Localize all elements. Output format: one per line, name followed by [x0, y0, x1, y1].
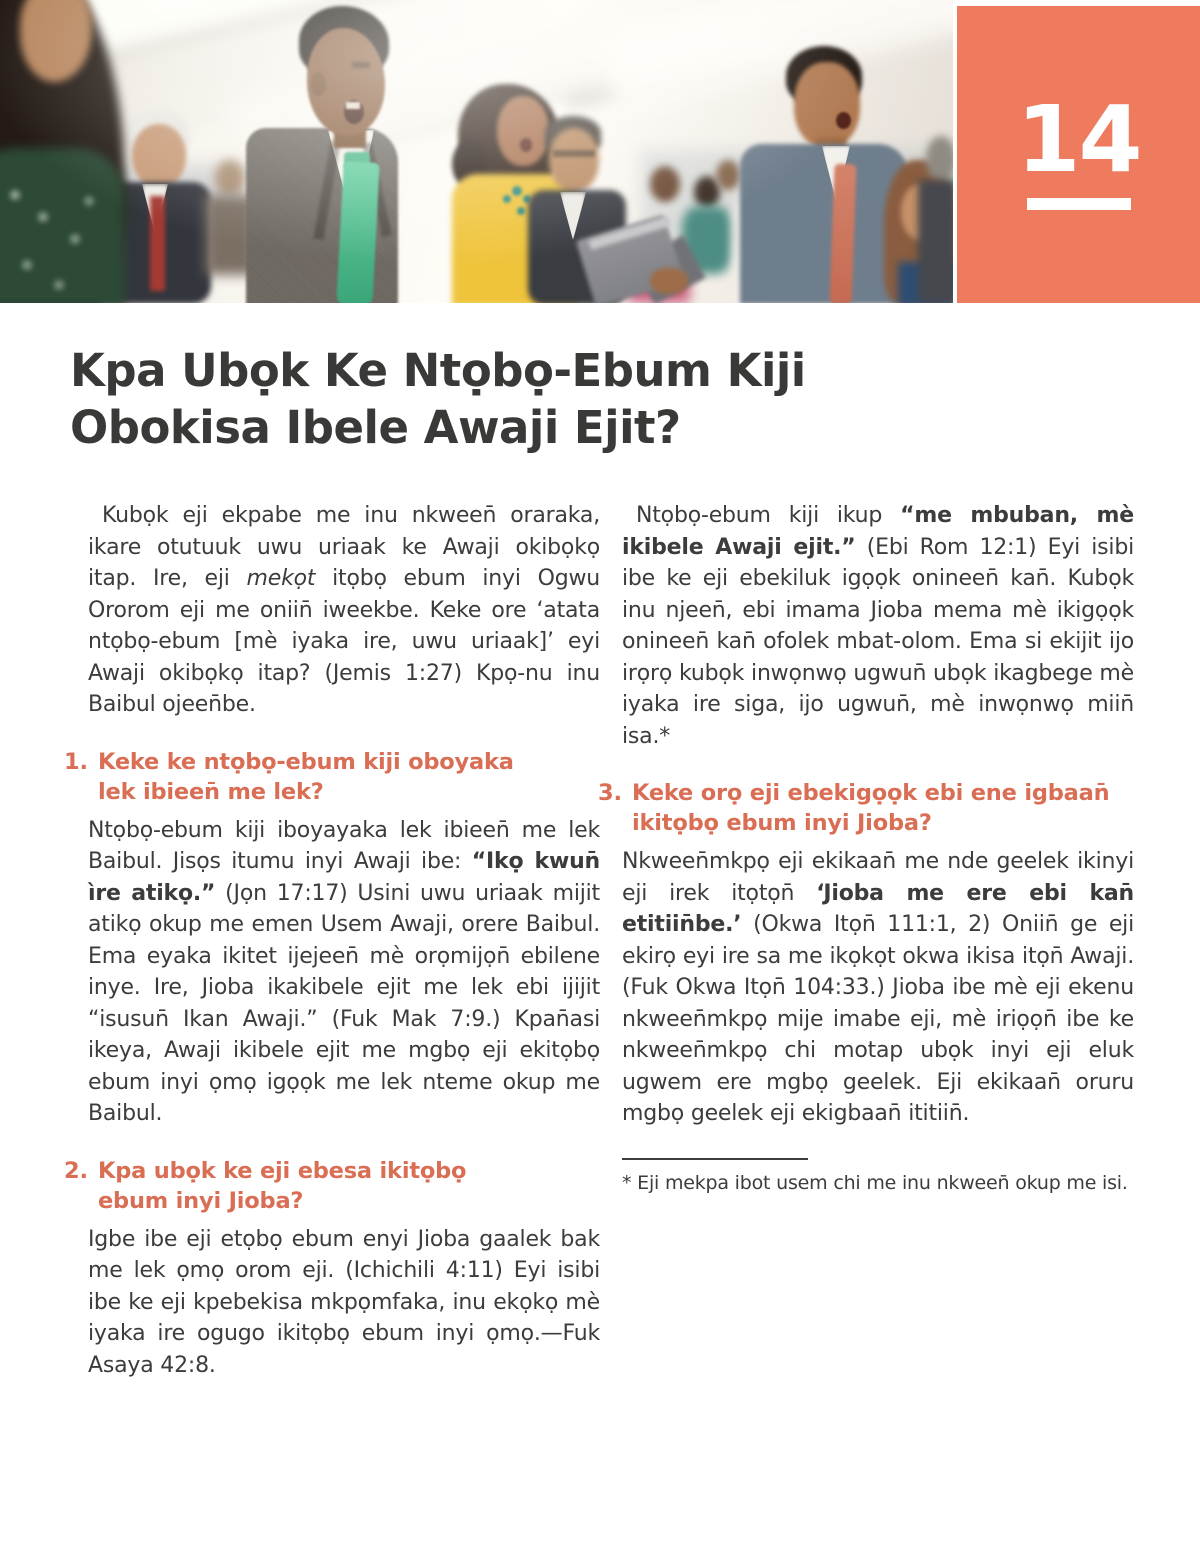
- title-line-1: Kpa Ubọk Ke Ntọbọ-Ebum Kiji: [70, 344, 806, 397]
- answer-3-paragraph: [622, 846, 1134, 1130]
- photo-shape: [520, 138, 532, 152]
- photo-shape: [794, 62, 860, 148]
- congregation-photo: [0, 0, 953, 303]
- photo-shape: [512, 186, 522, 196]
- answer-text: (Ebi Rom 12:1) Eyi isibi ibe ke eji ebekiluk igọọk onineen̄ kan̄. Kubọk inu njeen̄, ebi imama Jioba mema mè ikigọọk onineen̄ kan̄ ofolek mbat-olom. Ema si ekijit ijo irọrọ kubọk inwọnwọ ugwun̄ ubọk ikagbege mè iyaka ire siga, ijo ugwun̄, mè inwọnwọ miin̄ isa.*: [622, 534, 1135, 749]
- photo-shape: [150, 196, 165, 291]
- intro-italic-text: mekọt: [246, 566, 316, 591]
- intro-text: itọbọ ebum inyi Ogwu Ororom eji me oniin̄ iweekbe. Keke ore ‘atata ntọbọ-ebum [mè iyaka ire, uwu uriaak]’ eyi Awaji okibọkọ itap? (Jemis 1:27) Kpọ-nu inu Baibul ojeen̄be.: [88, 566, 600, 717]
- lesson-number-badge: [957, 6, 1200, 303]
- page-title: [70, 342, 806, 456]
- question-1-line-2: lek ibieen̄ me lek?: [98, 778, 324, 805]
- scripture-quote: “Ikọ kwun̄ ìre atikọ.”: [88, 849, 600, 906]
- photo-shape: [549, 128, 599, 192]
- question-2-line-1: Kpa ubọk ke eji ebesa ikitọbọ: [98, 1157, 467, 1184]
- photo-shape: [0, 148, 125, 303]
- question-1-line-1: Keke ke ntọbọ-ebum kiji oboyaka: [98, 748, 514, 775]
- photo-shape: [650, 268, 688, 294]
- answer-text: Ntọbọ-ebum kiji ikup: [636, 503, 901, 528]
- title-line-2: Obokisa Ibele Awaji Ejit?: [70, 401, 681, 454]
- question-3-number: 3.: [598, 780, 622, 806]
- photo-shape: [926, 136, 953, 182]
- photo-shape: [215, 160, 245, 196]
- question-3-line-2: ikitọbọ ebum inyi Jioba?: [632, 810, 932, 836]
- photo-shape: [352, 62, 370, 68]
- photo-shape: [836, 112, 851, 129]
- question-1-number: 1.: [64, 748, 88, 775]
- question-2-line-2: ebum inyi Jioba?: [98, 1187, 304, 1214]
- answer-2-continued-paragraph: [622, 500, 1134, 752]
- badge-underline: [1027, 198, 1131, 210]
- answer-text: Ntọbọ-ebum kiji iboyayaka lek ibieen̄ me lek Baibul. Jisọs itumu inyi Awaji ibe:: [88, 817, 600, 874]
- scripture-quote: “me mbuban, mè ikibele Awaji ejit.”: [622, 503, 1134, 560]
- photo-shape: [740, 144, 908, 303]
- footnote-text: * Eji mekpa ibot usem chi me inu nkween̄ okup me isi.: [622, 1171, 1128, 1194]
- answer-text: (Okwa Itọn̄ 111:1, 2) Oniin̄ ge eji ekirọ eyi ire sa me ikọkọt okwa ikisa itọn̄ Awaji. (Fuk Okwa Itọn̄ 104:33.) Jioba ibe mè eji ekenu nkween̄mkpọ mije imabe eji, mè iriọọn̄ ibe ke nkween̄mkpọ chi motap ubọk inyi eji eluk ugwem ere mgbọ geelek. Eji ekikaan̄ oruru mgbọ geelek eji ekigbaan̄ ititiin̄.: [622, 912, 1134, 1126]
- answer-text: Igbe ibe eji etọbọ ebum enyi Jioba gaalek bak me lek ọmọ orom eji. (Ichichili 4:11) Eyi isibi ibe ke eji kpebekisa mkpọmfaka, inu ekọkọ mè iyaka ire ogugo ikitọbọ ebum inyi ọmọ.—Fuk Asaya 42:8.: [88, 1226, 600, 1378]
- photo-shape: [716, 160, 740, 190]
- photo-shape: [346, 102, 360, 109]
- lesson-number: 14: [1016, 86, 1141, 193]
- photo-shape: [497, 96, 549, 166]
- answer-2-paragraph: [88, 1224, 600, 1382]
- scripture-quote: ‘Jioba me ere ebi kan̄ etitiin̄be.’: [622, 880, 1134, 937]
- intro-text: Kubọk eji ekpabe me inu nkween̄ oraraka, ikare otutuuk uwu uriaak ke Awaji okibọkọ itap. Ire, eji: [88, 503, 600, 591]
- photo-shape: [10, 190, 20, 200]
- question-1-heading: [64, 747, 600, 807]
- photo-shape: [650, 166, 680, 202]
- question-3-line-1: Keke orọ eji ebekigọọk ebi ene igbaan̄: [632, 780, 1110, 806]
- photo-shape: [553, 150, 595, 157]
- photo-shape: [132, 124, 186, 188]
- question-2-number: 2.: [64, 1157, 88, 1184]
- answer-1-paragraph: [88, 815, 600, 1130]
- photo-shape: [336, 161, 379, 303]
- intro-paragraph: [88, 500, 600, 721]
- footnote-divider: [622, 1158, 808, 1160]
- answer-text: Nkween̄mkpọ eji ekikaan̄ me nde geelek ikinyi eji irek itọtọn̄: [622, 849, 1134, 906]
- question-2-heading: [64, 1156, 600, 1216]
- question-3-heading: [598, 778, 1134, 838]
- answer-text: (Jọn 17:17) Usini uwu uriaak mijit atikọ okup me emen Usem Awaji, orere Baibul. Ema eyaka ikitet ijejeen̄ mè orọmijọn̄ ebilene inye. Ire, Jioba ikakibele ejit me lek ebi ijijit “isusun̄ Ikan Awaji.” (Fuk Mak 7:9.) Kpan̄asi ikeya, Awaji ikibele ejit me mgbọ eji ekitọbọ ebum inyi ọmọ igọọk me lek nteme okup me Baibul.: [88, 880, 600, 1126]
- photo-shape: [311, 72, 326, 96]
- right-column: [598, 500, 1135, 1196]
- left-column: [64, 500, 600, 1381]
- photo-shape: [918, 180, 953, 303]
